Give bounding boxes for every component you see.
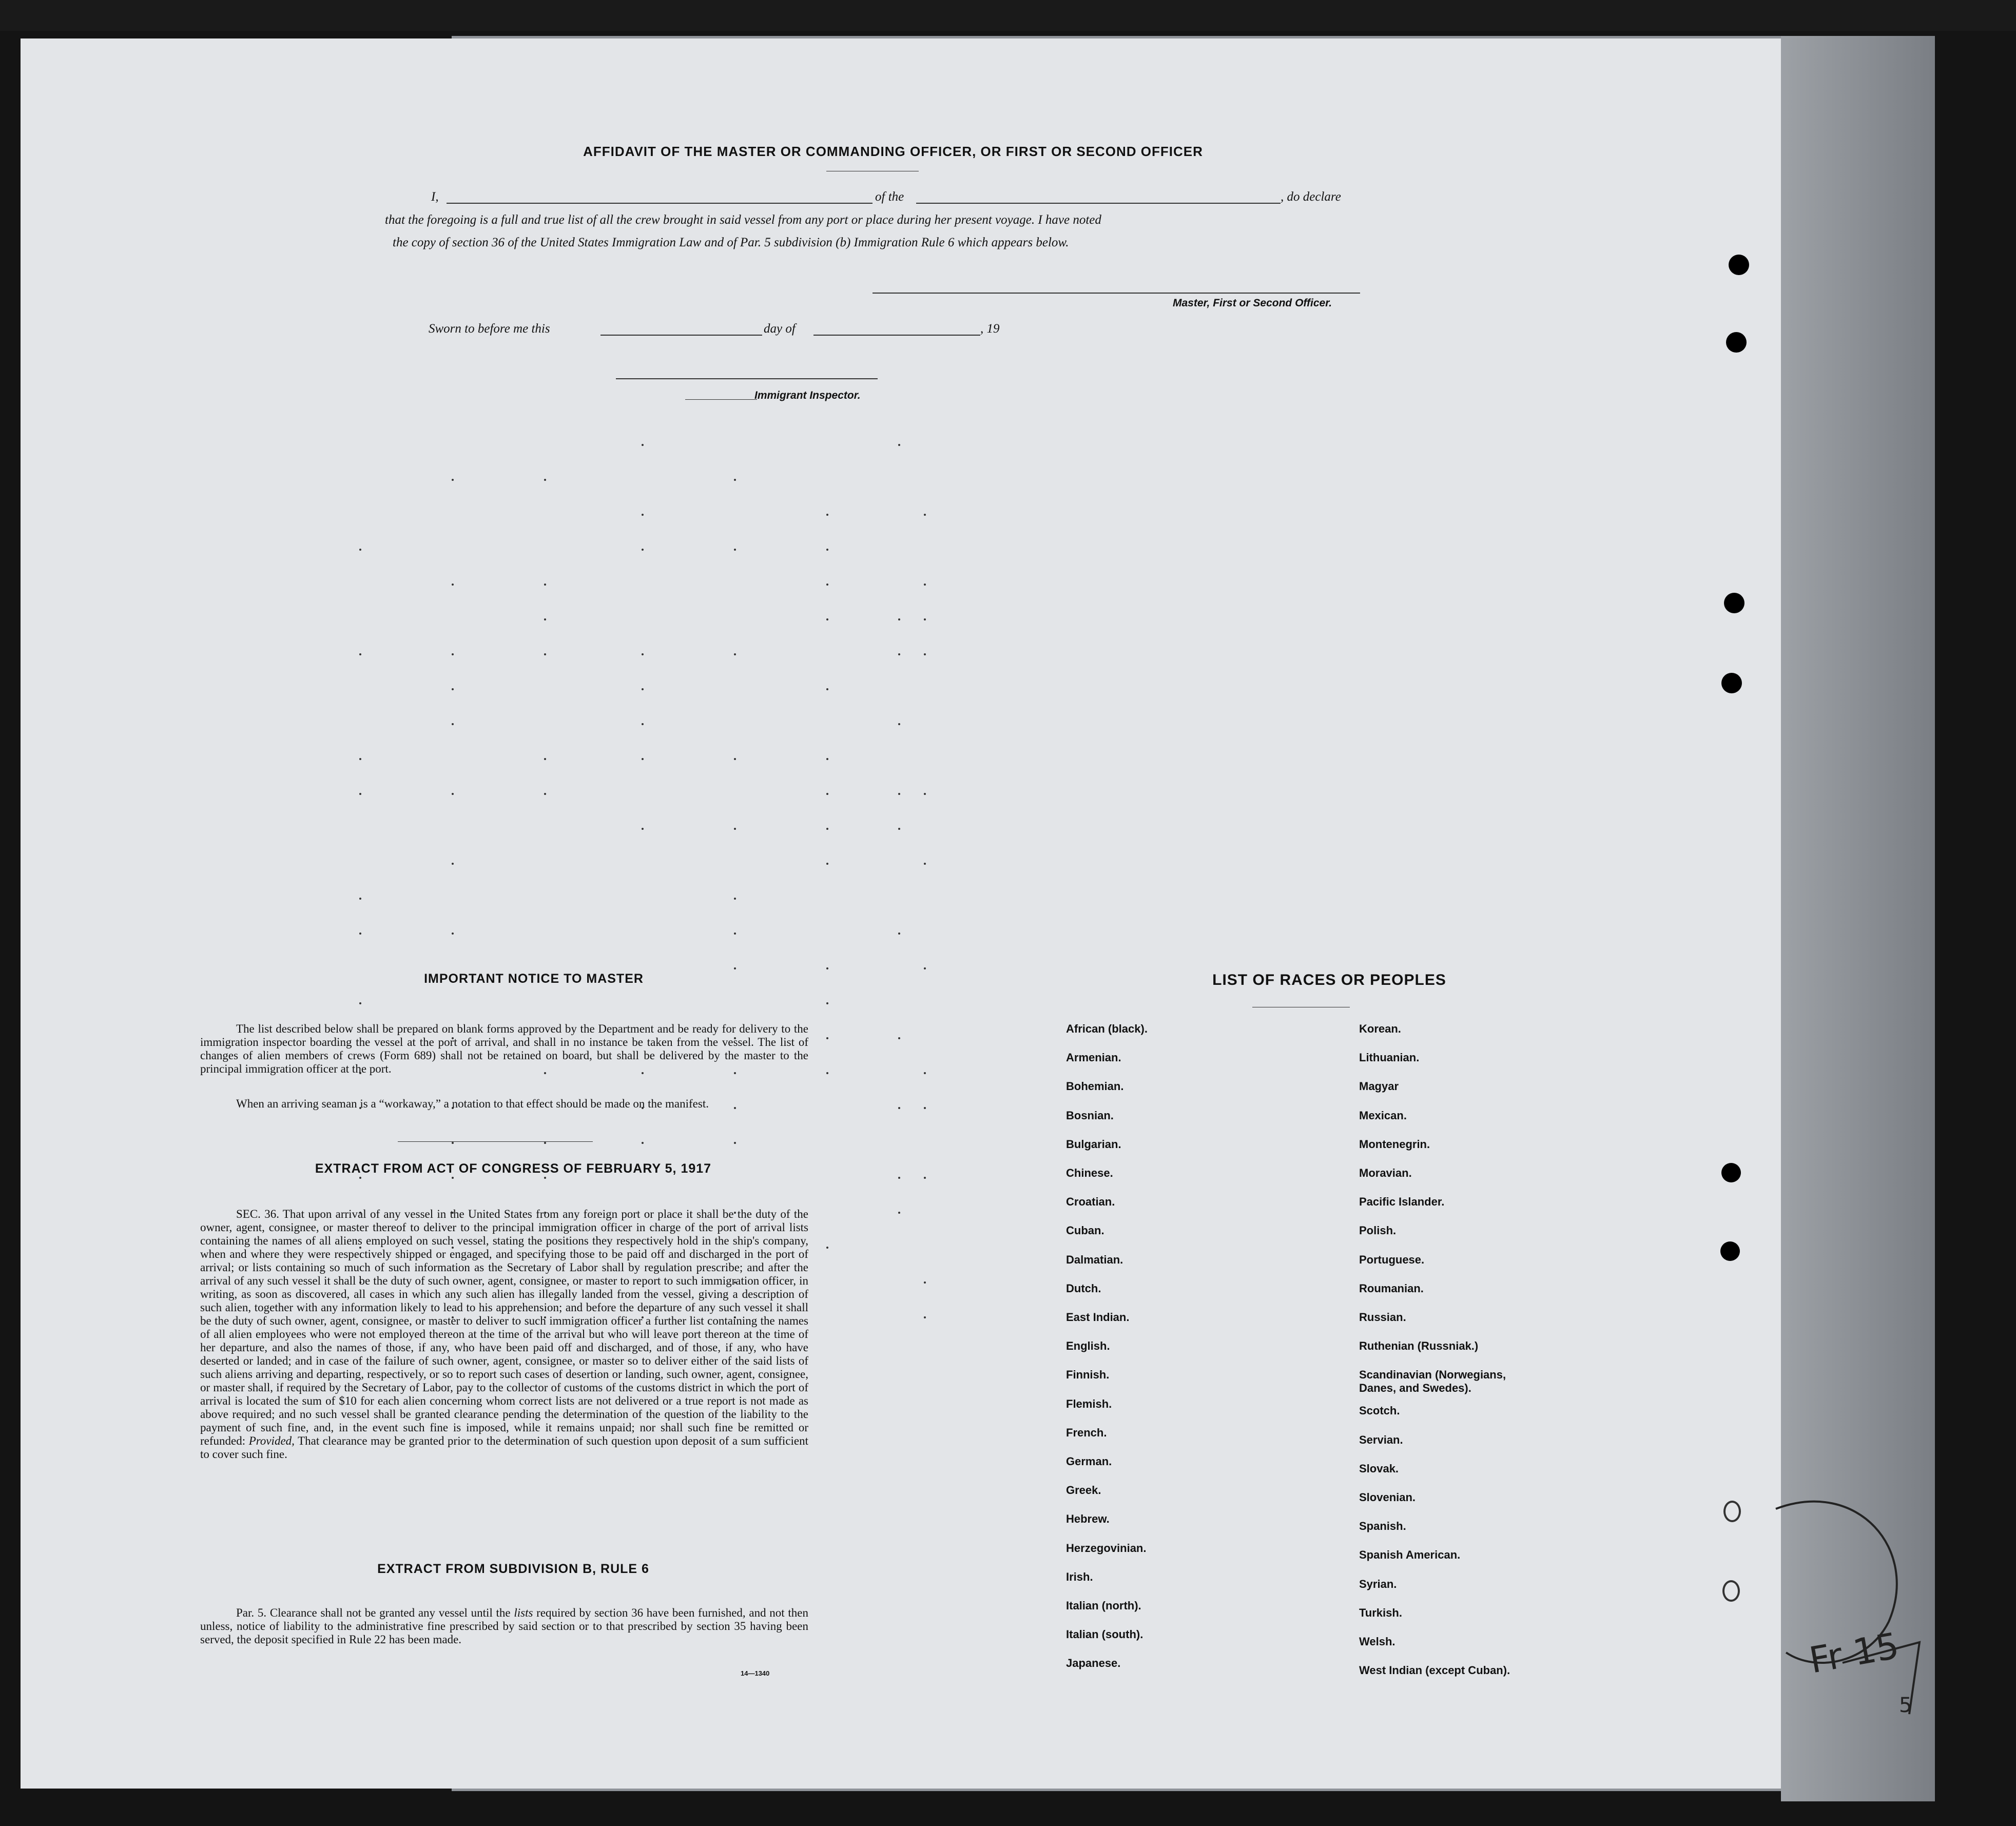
- faint-dot: [734, 828, 736, 830]
- faint-dot: [544, 618, 546, 620]
- binder-ring: [1723, 1501, 1741, 1522]
- sworn-month-blank[interactable]: [813, 335, 980, 336]
- act-extract-title: EXTRACT FROM ACT OF CONGRESS OF FEBRUARY 5, 1917: [315, 1161, 712, 1176]
- race-item: Bosnian.: [1066, 1109, 1114, 1122]
- section-number: SEC. 36.: [236, 1208, 279, 1220]
- race-item: African (black).: [1066, 1022, 1148, 1035]
- faint-dot: [544, 1177, 546, 1179]
- race-item: Roumanian.: [1359, 1281, 1424, 1295]
- race-item: English.: [1066, 1339, 1110, 1353]
- race-item: Herzegovinian.: [1066, 1541, 1147, 1555]
- faint-dot: [734, 967, 736, 969]
- faint-dot: [924, 1316, 926, 1318]
- section-36-text: [200, 1208, 808, 1461]
- race-item: Montenegrin.: [1359, 1137, 1430, 1151]
- faint-dot: [898, 1177, 900, 1179]
- faint-dot: [898, 1107, 900, 1109]
- race-item: Syrian.: [1359, 1577, 1397, 1590]
- faint-dot: [734, 549, 736, 551]
- master-signature-line[interactable]: [873, 293, 1360, 294]
- faint-dot: [898, 618, 900, 620]
- faint-dot: [544, 653, 546, 655]
- race-item: Hebrew.: [1066, 1512, 1110, 1526]
- affidavit-title: AFFIDAVIT OF THE MASTER OR COMMANDING OFFICER, OR FIRST OR SECOND OFFICER: [583, 144, 1203, 159]
- faint-dot: [642, 1142, 644, 1144]
- faint-dot: [642, 688, 644, 690]
- faint-dot: [898, 828, 900, 830]
- faint-dot: [452, 1177, 454, 1179]
- faint-dot: [452, 584, 454, 586]
- affidavit-declare: , do declare: [1281, 190, 1341, 204]
- race-item: Italian (north).: [1066, 1599, 1141, 1612]
- faint-dot: [452, 863, 454, 865]
- faint-dot: [359, 793, 361, 795]
- race-item: Greek.: [1066, 1484, 1101, 1497]
- section-36-body: That upon arrival of any vessel in the United States from any foreign port or place it shall be the duty of the owner, agent, consignee, or master thereof to deliver to the principal immigration officer in charge of the port of arrival lists containing the names of all aliens employed on such vessel, stating the positions they respectively hold in the ship's company, when and where they were respectively shipped or engaged, and specifying those to be paid off and discharged in the port of arrival; or lists containing so much of such information as the Secretary of Labor shall by regulation prescribe; and after the arrival of any such vessel it shall be the duty of such owner, agent, consignee, or master to report to such immigration officer, in writing, as soon as discovered, all cases in which any such alien has illegally landed from the vessel, giving a description of such alien, together with any information likely to lead to his apprehension; and before the departure of any such vessel it shall be the duty of such owner, agent, consignee, or master to deliver to such immigration officer a further list containing the names of all alien employees who were not employed thereon at the time of the arrival but who will leave port thereon at the time of her departure, and also the names of those, if any, who have been paid off and discharged, and of those, if any, who have deserted or landed; and in case of the failure of such owner, agent, consignee, or master so to deliver either of the said lists of such aliens arriving and departing, respectively, or so to report such cases of desertion or landing, such owner, agent, consignee, or master shall, if required by the Secretary of Labor, pay to the collector of customs of the customs district in which the port of arrival is located the sum of $10 for each alien concerning whom correct lists are not delivered or a true report is not made as above required; and no such vessel shall be granted clearance pending the determination of the question of the liability to the payment of such fine, and, in the event such fine is imposed, while it remains unpaid; nor shall such fine be remitted or refunded:: [200, 1208, 808, 1447]
- sworn-day-blank[interactable]: [600, 335, 762, 336]
- faint-dot: [642, 723, 644, 725]
- binder-hole: [1726, 332, 1747, 353]
- faint-dot: [642, 758, 644, 760]
- race-item: Portuguese.: [1359, 1253, 1425, 1266]
- faint-dot: [359, 758, 361, 760]
- race-item: Dalmatian.: [1066, 1253, 1123, 1266]
- faint-dot: [924, 1107, 926, 1109]
- binder-hole: [1720, 1241, 1740, 1261]
- faint-dot: [359, 898, 361, 900]
- faint-dot: [898, 1037, 900, 1039]
- faint-dot: [642, 653, 644, 655]
- faint-dot: [544, 479, 546, 481]
- faint-dot: [734, 933, 736, 935]
- faint-dot: [924, 793, 926, 795]
- binder-hole: [1729, 255, 1749, 275]
- handwritten-annotation: Fr 15: [1806, 1624, 1903, 1682]
- race-item: Bohemian.: [1066, 1080, 1124, 1093]
- faint-dot: [898, 933, 900, 935]
- affidavit-line3: the copy of section 36 of the United States Immigration Law and of Par. 5 subdivision (b) Immigration Rule 6 which appears below.: [393, 236, 1069, 249]
- race-item: Japanese.: [1066, 1657, 1121, 1670]
- faint-dot: [642, 444, 644, 446]
- race-item: French.: [1066, 1426, 1107, 1439]
- faint-dot: [452, 933, 454, 935]
- faint-dot: [734, 653, 736, 655]
- faint-dot: [359, 549, 361, 551]
- handwritten-circle: [1755, 1488, 1930, 1719]
- faint-dot: [898, 1212, 900, 1214]
- race-item: Turkish.: [1359, 1606, 1402, 1619]
- year-label: , 19: [980, 322, 1000, 336]
- race-item: German.: [1066, 1455, 1112, 1468]
- corner-mark: 5: [1899, 1694, 1912, 1717]
- faint-dot: [826, 688, 828, 690]
- race-item: Spanish.: [1359, 1520, 1406, 1533]
- race-item: Slovak.: [1359, 1462, 1399, 1475]
- faint-dot: [734, 898, 736, 900]
- race-item: Korean.: [1359, 1022, 1401, 1035]
- race-item: Chinese.: [1066, 1167, 1113, 1179]
- race-item: Finnish.: [1066, 1368, 1110, 1382]
- faint-dot: [452, 723, 454, 725]
- faint-dot: [544, 584, 546, 586]
- race-item: Scandinavian (Norwegians, Danes, and Swedes).: [1359, 1368, 1506, 1395]
- faint-dot: [452, 479, 454, 481]
- binder-ring: [1722, 1580, 1740, 1602]
- faint-dot: [826, 1072, 828, 1074]
- race-item: Bulgarian.: [1066, 1137, 1121, 1151]
- rule-6-text-b: required by section 36 have been furnished, and not then unless, notice of liability to the administrative fine prescribed by said section or to that prescribed by section 35 having been served, the deposit specified in Rule 22 has been made.: [200, 1606, 809, 1646]
- faint-dot: [826, 967, 828, 969]
- notice-paragraph-1: The list described below shall be prepared on blank forms approved by the Department and be ready for delivery to the immigration inspector boarding the vessel at the port of arrival, and shall in no instance be taken from the vessel. The list of changes of alien members of crews (Form 689) shall not be retained on board, but shall be delivered by the master to the principal immigration officer at the port.: [200, 1022, 808, 1075]
- notice-paragraph-2: When an arriving seaman is a “workaway,” a notation to that effect should be made on the manifest.: [236, 1097, 709, 1110]
- race-item: East Indian.: [1066, 1311, 1130, 1324]
- race-item: Dutch.: [1066, 1281, 1101, 1295]
- faint-dot: [642, 549, 644, 551]
- race-item: Servian.: [1359, 1433, 1403, 1446]
- faint-dot: [826, 828, 828, 830]
- race-item: Armenian.: [1066, 1051, 1121, 1064]
- affidavit-i: I,: [431, 190, 439, 204]
- day-of-label: day of: [764, 322, 796, 336]
- faint-dot: [898, 723, 900, 725]
- race-item: Moravian.: [1359, 1167, 1412, 1179]
- faint-dot: [734, 758, 736, 760]
- race-item: Scotch.: [1359, 1404, 1400, 1417]
- vessel-blank[interactable]: [916, 203, 1281, 204]
- faint-dot: [826, 758, 828, 760]
- race-item: Russian.: [1359, 1311, 1406, 1324]
- divider: [398, 1141, 593, 1142]
- faint-dot: [642, 514, 644, 516]
- faint-dot: [898, 793, 900, 795]
- affidavit-of-the: of the: [875, 190, 904, 204]
- inspector-signature-line[interactable]: [616, 378, 878, 379]
- binder-hole: [1724, 593, 1744, 613]
- faint-dot: [924, 967, 926, 969]
- inspector-short-line: [685, 399, 757, 400]
- faint-dot: [924, 1072, 926, 1074]
- rule-6-text-a: Par. 5. Clearance shall not be granted any vessel until the: [236, 1606, 511, 1619]
- faint-dot: [924, 863, 926, 865]
- faint-dot: [924, 514, 926, 516]
- faint-dot: [734, 479, 736, 481]
- race-item: Cuban.: [1066, 1224, 1104, 1237]
- faint-dot: [826, 1037, 828, 1039]
- faint-dot: [359, 1002, 361, 1004]
- faint-dot: [826, 863, 828, 865]
- faint-dot: [924, 584, 926, 586]
- rule-extract-title: EXTRACT FROM SUBDIVISION B, RULE 6: [377, 1562, 649, 1576]
- proviso: Provided,: [248, 1434, 295, 1447]
- binder-hole: [1721, 1163, 1741, 1182]
- faint-dot: [826, 549, 828, 551]
- faint-dot: [826, 514, 828, 516]
- faint-dot: [452, 1142, 454, 1144]
- faint-dot: [924, 1281, 926, 1284]
- faint-dot: [452, 688, 454, 690]
- scanner-frame: [0, 0, 2016, 31]
- notice-title: IMPORTANT NOTICE TO MASTER: [424, 972, 644, 986]
- master-signature-label: Master, First or Second Officer.: [1173, 297, 1332, 309]
- race-item: Lithuanian.: [1359, 1051, 1420, 1064]
- race-item: West Indian (except Cuban).: [1359, 1664, 1510, 1677]
- faint-dot: [924, 1177, 926, 1179]
- race-item: Slovenian.: [1359, 1491, 1416, 1504]
- race-item: Mexican.: [1359, 1109, 1407, 1122]
- faint-dot: [924, 653, 926, 655]
- rule-6-lists: lists: [514, 1606, 533, 1619]
- race-item: Welsh.: [1359, 1635, 1395, 1648]
- faint-dot: [826, 584, 828, 586]
- inspector-label: Immigrant Inspector.: [754, 390, 861, 401]
- faint-dot: [544, 793, 546, 795]
- faint-dot: [826, 1002, 828, 1004]
- faint-dot: [544, 1142, 546, 1144]
- sworn-label: Sworn to before me this: [429, 322, 550, 336]
- race-item: Pacific Islander.: [1359, 1195, 1445, 1209]
- name-blank[interactable]: [447, 203, 873, 204]
- faint-dot: [452, 653, 454, 655]
- races-title: LIST OF RACES OR PEOPLES: [1212, 972, 1446, 988]
- faint-dot: [898, 653, 900, 655]
- race-item: Croatian.: [1066, 1195, 1115, 1209]
- rule-6-text: [200, 1606, 808, 1646]
- form-number: 14—1340: [741, 1669, 770, 1677]
- race-item: Flemish.: [1066, 1397, 1112, 1410]
- faint-dot: [544, 758, 546, 760]
- faint-dot: [734, 1142, 736, 1144]
- race-item: Irish.: [1066, 1570, 1093, 1583]
- race-item: Italian (south).: [1066, 1628, 1143, 1641]
- faint-dot: [826, 1247, 828, 1249]
- race-item: Polish.: [1359, 1224, 1397, 1237]
- affidavit-line2: that the foregoing is a full and true list of all the crew brought in said vessel from any port or place during her present voyage. I have noted: [385, 213, 1101, 227]
- race-item: Magyar: [1359, 1080, 1399, 1093]
- section-36-proviso-text: That clearance may be granted prior to the determination of such question upon deposit of a sum sufficient to cover such fine.: [200, 1434, 808, 1461]
- race-item: Ruthenian (Russniak.): [1359, 1339, 1479, 1353]
- faint-dot: [359, 933, 361, 935]
- faint-dot: [826, 793, 828, 795]
- faint-dot: [452, 793, 454, 795]
- manifest-page: [21, 38, 1781, 1789]
- faint-dot: [359, 653, 361, 655]
- faint-dot: [898, 444, 900, 446]
- faint-dot: [642, 828, 644, 830]
- binder-hole: [1721, 673, 1742, 693]
- faint-dot: [359, 1177, 361, 1179]
- faint-dot: [924, 618, 926, 620]
- faint-dot: [826, 618, 828, 620]
- race-item: Spanish American.: [1359, 1548, 1461, 1562]
